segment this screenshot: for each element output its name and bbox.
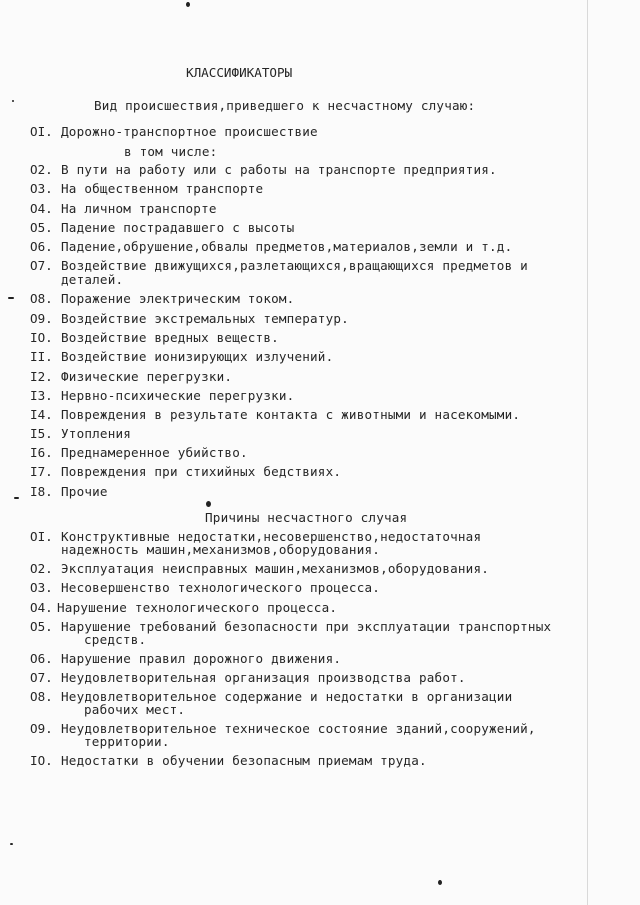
list-item-text: Воздействие движущихся,разлетающихся,вращающихся предметов и [61,258,528,273]
scan-speck [12,100,14,102]
scan-speck [10,843,13,845]
list-item-text: Неудовлетворительное содержание и недостатки в организации [61,689,513,704]
list-item-text: Воздействие вредных веществ. [61,330,279,345]
item-number: O2. [30,561,53,576]
list-item-text: Воздействие экстремальных температур. [61,311,349,326]
item-number: O8. [30,689,53,704]
item-number: II. [30,349,53,364]
section-heading-accident-causes: Причины несчастного случая [205,510,408,525]
item-number: O9. [30,721,53,736]
list-item-text: На личном транспорте [61,201,217,216]
item-number: O2. [30,162,53,177]
item-number: O5. [30,619,53,634]
item-number: OI. [30,124,53,139]
list-item-text: Дорожно-транспортное происшествие [61,124,318,139]
item-number: I5. [30,426,53,441]
list-item-text: Повреждения в результате контакта с животными и насекомыми. [61,407,521,422]
item-number: O5. [30,220,53,235]
list-item-text-continued: территории. [84,734,170,749]
item-number: O4. [30,600,53,615]
item-number: O9. [30,311,53,326]
item-number: IO. [30,753,53,768]
list-item-text: Эксплуатация неисправных машин,механизмов,оборудования. [61,561,490,576]
item-number: I7. [30,464,53,479]
list-item-text: В пути на работу или с работы на транспорте предприятия. [61,162,497,177]
item-number: I8. [30,484,53,499]
list-item-text: Неудовлетворительное техническое состояние зданий,сооружений, [61,721,536,736]
list-item-text-continued: рабочих мест. [84,702,186,717]
list-item-text-continued: в том числе: [124,144,218,159]
list-item-text: Воздействие ионизирующих излучений. [61,349,334,364]
list-item-text-continued: надежность машин,механизмов,оборудования. [61,542,381,557]
item-number: O7. [30,258,53,273]
scan-speck [438,880,442,885]
item-number: IO. [30,330,53,345]
scan-speck [14,497,19,499]
page-edge-line [587,0,588,905]
list-item-text-continued: средств. [84,632,147,647]
scan-speck [186,2,190,7]
scan-speck [8,297,14,299]
list-item-text: Нарушение требований безопасности при эксплуатации транспортных [61,619,552,634]
list-item-text: На общественном транспорте [61,181,264,196]
list-item-text: Прочие [61,484,108,499]
document-title: КЛАССИФИКАТОРЫ [186,65,293,80]
list-item-text: Повреждения при стихийных бедствиях. [61,464,342,479]
list-item-text: Утопления [61,426,132,441]
list-item-text: Неудовлетворительная организация производства работ. [61,670,466,685]
list-item-text: Недостатки в обучении безопасным приемам труда. [61,753,427,768]
list-item-text: Нарушение правил дорожного движения. [61,651,342,666]
item-number: O3. [30,580,53,595]
item-number: I6. [30,445,53,460]
item-number: I4. [30,407,53,422]
item-number: O3. [30,181,53,196]
list-item-text: Нервно-психические перегрузки. [61,388,295,403]
item-number: OI. [30,529,53,544]
scan-speck [206,501,211,507]
list-item-text: Падение,обрушение,обвалы предметов,материалов,земли и т.д. [61,239,513,254]
list-item-text: Несовершенство технологического процесса. [61,580,381,595]
list-item-text: Поражение электрическим током. [61,291,295,306]
list-item-text: Падение пострадавшего с высоты [61,220,295,235]
list-item-text: Преднамеренное убийство. [61,445,248,460]
list-item-text: Конструктивные недостатки,несовершенство,недостаточная [61,529,482,544]
item-number: I2. [30,369,53,384]
section-heading-incident-type: Вид происшествия,приведшего к несчастному случаю: [94,98,476,113]
list-item-text: Нарушение технологического процесса. [57,600,338,615]
item-number: O4. [30,201,53,216]
list-item-text: Физические перегрузки. [61,369,233,384]
item-number: O8. [30,291,53,306]
list-item-text-continued: деталей. [61,272,124,287]
item-number: O7. [30,670,53,685]
item-number: O6. [30,651,53,666]
item-number: O6. [30,239,53,254]
item-number: I3. [30,388,53,403]
